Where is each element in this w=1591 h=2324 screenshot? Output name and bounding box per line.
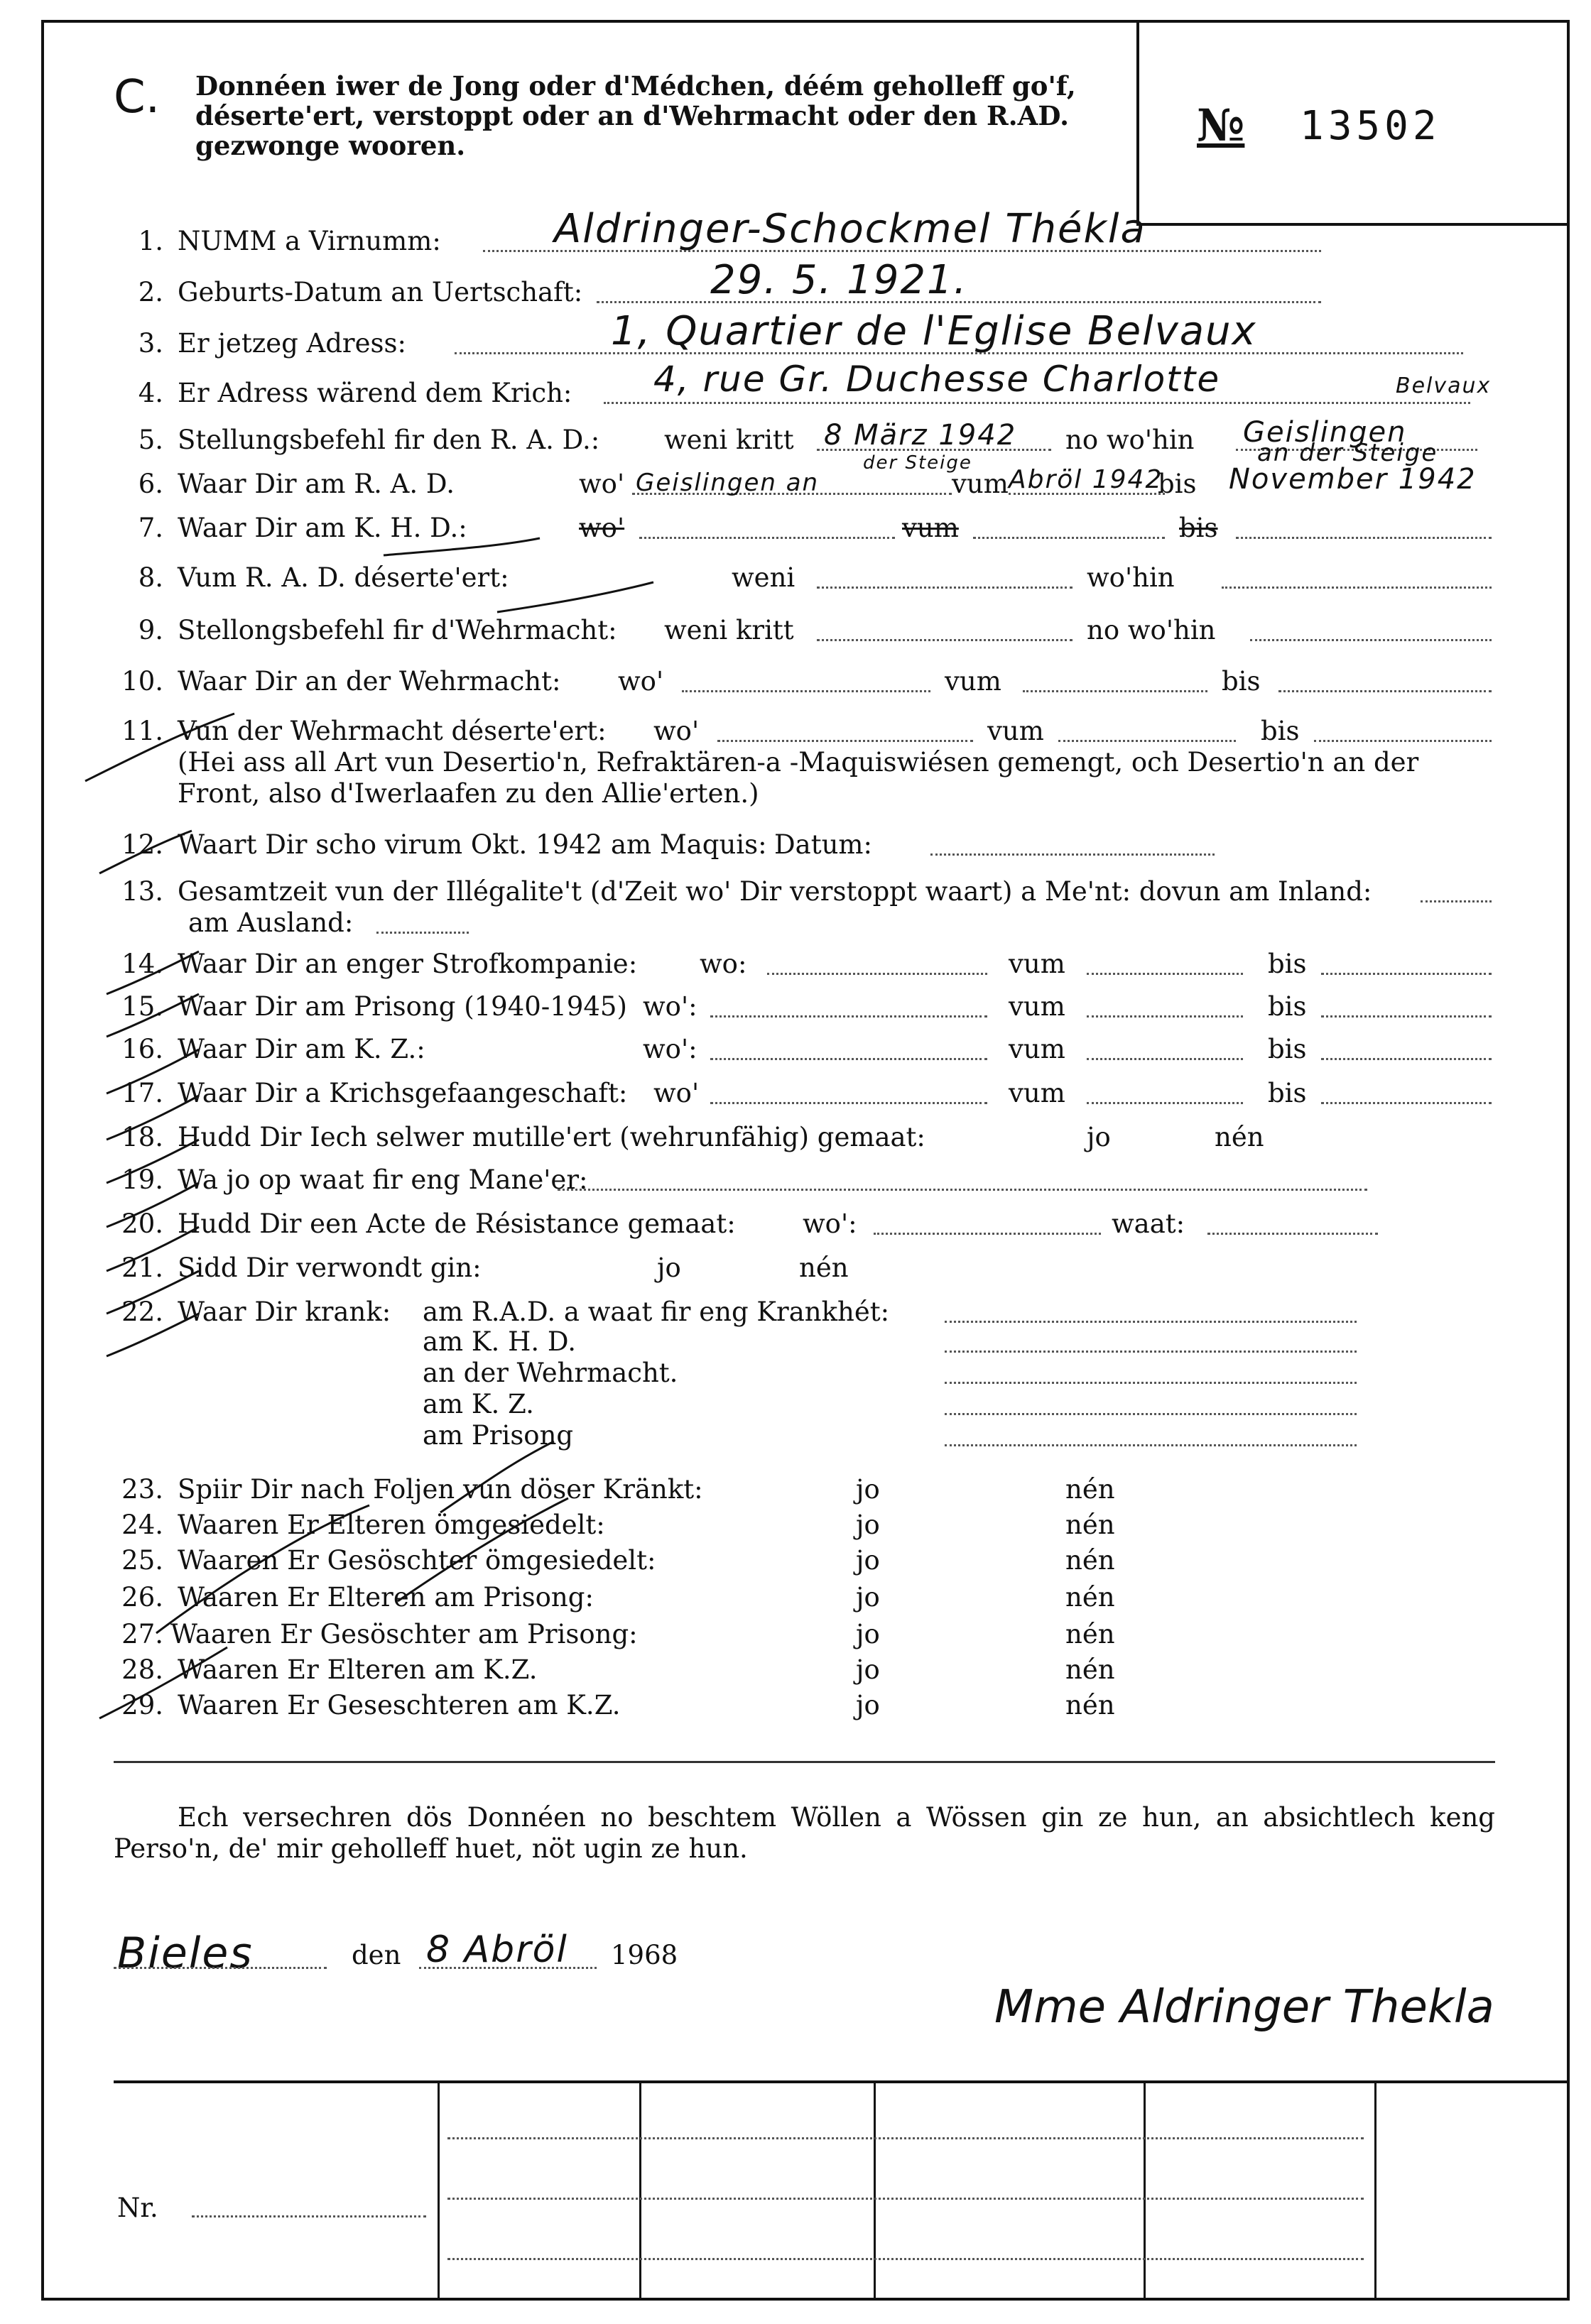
illness-sub-kz: am K. Z. [423,1389,534,1419]
item-number: 15. [121,991,163,1022]
strike-mark [99,831,192,873]
item-sublabel: vum [1009,949,1065,979]
item-label: Waaren Er Elteren am K.Z. [178,1654,538,1685]
item-sublabel: weni kritt [664,615,794,645]
item-number: 29. [121,1690,163,1720]
item-label: Waaren Er Elteren am Prisong: [178,1582,594,1613]
strike-mark [398,1498,568,1601]
item-sublabel: bis [1268,949,1307,979]
item-label: Waart Dir scho virum Okt. 1942 am Maquis: [178,829,767,860]
item-number: 16. [121,1034,163,1064]
no-option[interactable]: nén [1065,1582,1115,1613]
item-number: 7. [138,513,163,543]
item-label: Waar Dir am K. H. D.: [178,513,467,543]
item-number: 28. [121,1654,163,1685]
handwritten-war-address-town: Belvaux [1396,373,1492,398]
handwritten-rad-order-date: 8 März 1942 [824,419,1017,452]
no-option[interactable]: nén [1065,1545,1115,1576]
item-label: Geburts-Datum an Uertschaft: [178,277,583,307]
item-sublabel: wo' [579,513,625,543]
strike-mark [85,714,234,781]
strike-mark [107,1314,199,1356]
item-sublabel: waat: [1112,1209,1185,1239]
item-sublabel: wo': [643,991,697,1022]
item-number: 27. [121,1619,163,1649]
item-label: NUMM a Virnumm: [178,226,441,256]
item-number: 5. [138,425,163,455]
item-number: 8. [138,562,163,593]
strike-mark [107,1227,199,1271]
item-number: 13. [121,876,163,907]
item-label: Waar Dir am R. A. D. [178,469,455,499]
item-sublabel: Datum: [774,829,872,860]
item-label: Waaren Er Elteren ömgesiedelt: [178,1510,605,1540]
strike-mark [107,951,199,994]
yes-option[interactable]: jo [856,1582,880,1613]
strike-mark [156,1505,369,1633]
item-label: Er jetzeg Adress: [178,328,406,359]
item-number: 23. [121,1474,163,1505]
handwritten-rad-place-sup: der Steige [863,452,972,474]
handwritten-name: Aldringer-Schockmel Thékla [554,206,1146,252]
item-sublabel: vum [952,469,1009,499]
no-option[interactable]: nén [799,1253,849,1283]
strike-mark [107,1096,199,1140]
yes-option[interactable]: jo [856,1690,880,1720]
item-number: 10. [121,666,163,697]
item-number: 20. [121,1209,163,1239]
yes-option[interactable]: jo [856,1654,880,1685]
item-number: 21. [121,1253,163,1283]
item-label: Vum R. A. D. déserte'ert: [178,562,509,593]
item-number: 6. [138,469,163,499]
yes-option[interactable]: jo [856,1474,880,1505]
item-label: Waar Dir krank: [178,1297,391,1327]
item-sublabel: bis [1268,1078,1307,1108]
item-label: Sidd Dir verwondt gin: [178,1253,482,1283]
item-sublabel: no wo'hin [1065,425,1195,455]
illness-sub-khd: am K. H. D. [423,1326,576,1357]
date-label: den [352,1940,401,1970]
handwritten-date: 8 Abröl [426,1929,568,1971]
item-number: 25. [121,1545,163,1576]
no-option[interactable]: nén [1215,1122,1264,1152]
strike-mark [384,538,540,555]
item-sublabel: bis [1268,991,1307,1022]
strike-mark [107,1183,199,1227]
item-sublabel: wo' [579,469,625,499]
item-sublabel: vum [987,716,1044,746]
item-number: 2. [138,277,163,307]
item-label: Waar Dir an der Wehrmacht: [178,666,561,697]
item-sublabel: weni kritt [664,425,794,455]
illness-sub-prisong: am Prisong [423,1420,574,1451]
item-label: Waar Dir am Prisong (1940-1945) [178,991,627,1022]
item-number: 3. [138,328,163,359]
no-option[interactable]: nén [1065,1619,1115,1649]
item-sublabel: wo: [700,949,747,979]
item-number: 18. [121,1122,163,1152]
item-label: Vun der Wehrmacht déserte'ert: [178,716,607,746]
date-year: 1968 [611,1940,678,1970]
item-sublabel: bis [1222,666,1261,697]
item-sublabel: vum [902,513,959,543]
item-number: 22. [121,1297,163,1327]
declaration-text: Ech versechren dös Donnéen no beschtem Wöllen a Wössen gin ze hun, an absichtlech keng Perso'n, de' mir geholleff huet, nöt ugin ze hun. [114,1802,1495,1864]
item-sublabel: bis [1158,469,1197,499]
item-label: Stellongsbefehl fir d'Wehrmacht: [178,615,617,645]
item-sublabel: wo' [618,666,664,697]
item-sublabel: vum [945,666,1001,697]
item-sublabel: wo' [653,716,700,746]
item-number: 17. [121,1078,163,1108]
no-option[interactable]: nén [1065,1690,1115,1720]
item-number: 19. [121,1164,163,1195]
item-sublabel: bis [1261,716,1300,746]
item-number: 14. [121,949,163,979]
registry-nr-label: Nr. [117,2193,158,2223]
strike-mark [107,1271,199,1314]
item-sublabel: vum [1009,991,1065,1022]
strike-mark [107,1049,199,1093]
handwritten-rad-to: November 1942 [1229,463,1477,496]
yes-option[interactable]: jo [657,1253,681,1283]
yes-option[interactable]: jo [856,1545,880,1576]
item-label: Waar Dir an enger Strofkompanie: [178,949,638,979]
handwritten-place: Bieles [117,1929,254,1978]
item-number: 1. [138,226,163,256]
item-number: 11. [121,716,163,746]
item-sublabel: vum [1009,1078,1065,1108]
item-label: Waar Dir a Krichsgefaangeschaft: [178,1078,628,1108]
form-title: Donnéen iwer de Jong oder d'Médchen, déém geholleff go'f, déserte'ert, verstoppt oder an d'Wehrmacht oder den R.AD. gezwonge wooren. [195,70,1076,161]
item-label: Spiir Dir nach Foljen vun döser Kränkt: [178,1474,703,1505]
item-number: 12. [121,829,163,860]
strike-mark [497,582,653,612]
item-label: Waaren Er Gesöschter ömgesiedelt: [178,1545,656,1576]
item-number: 24. [121,1510,163,1540]
item-sublabel: bis [1179,513,1218,543]
item-number: 9. [138,615,163,645]
no-option[interactable]: nén [1065,1474,1115,1505]
strike-mark [107,994,199,1037]
item-label: Waar Dir am K. Z.: [178,1034,425,1064]
yes-option[interactable]: jo [856,1619,880,1649]
section-letter: C. [114,71,161,124]
item-number: 26. [121,1582,163,1613]
handwritten-rad-from: Abröl 1942 [1009,465,1163,494]
no-option[interactable]: nén [1065,1510,1115,1540]
form-number: 13502 [1300,103,1441,149]
handwritten-war-address: 4, rue Gr. Duchesse Charlotte [653,359,1221,400]
item-label: Waaren Er Gesöschter am Prisong: [170,1619,638,1649]
illness-sub-wehrmacht: an der Wehrmacht. [423,1358,678,1388]
no-option[interactable]: nén [1065,1654,1115,1685]
item-sublabel: bis [1268,1034,1307,1064]
item-label: Stellungsbefehl fir den R. A. D.: [178,425,600,455]
item-sublabel: wo'hin [1087,562,1175,593]
item-note: (Hei ass all Art vun Desertio'n, Refraktären-a -Maquiswiésen gemengt, och Desertio'n an der Front, also d'Iwerlaafen zu den Allie'erten.) [178,747,1419,809]
handwritten-rad-place: Geislingen an [636,469,820,497]
handwritten-rad-to-sup: an der Steige [1257,439,1438,467]
strike-mark [107,1140,199,1183]
handwritten-birthdate: 29. 5. 1921. [710,257,968,303]
item-sublabel: vum [1009,1034,1065,1064]
handwritten-rad-destination: Geislingen [1243,416,1407,449]
item-sublabel: no wo'hin [1087,615,1216,645]
number-sign: № [1197,99,1245,151]
handwritten-signature: Mme Aldringer Thekla [994,1981,1494,2034]
yes-option[interactable]: jo [1087,1122,1111,1152]
item-sublabel: am Ausland: [188,907,354,938]
item-label: Gesamtzeit vun der Illégalite't (d'Zeit wo' Dir verstoppt waart) a Me'nt: dovun am Inland: [178,876,1372,907]
item-label: Wa jo op waat fir eng Mane'er: [178,1164,588,1195]
strike-mark [99,1647,227,1718]
item-label: Er Adress wärend dem Krich: [178,378,572,408]
yes-option[interactable]: jo [856,1510,880,1540]
item-sublabel: wo': [803,1209,857,1239]
handwritten-address: 1, Quartier de l'Eglise Belvaux [611,308,1257,354]
item-number: 4. [138,378,163,408]
item-sublabel: weni [732,562,796,593]
item-sublabel: wo': [643,1034,697,1064]
item-label: Waaren Er Geseschteren am K.Z. [178,1690,621,1720]
strike-mark [440,1441,554,1512]
item-sublabel: am R.A.D. a waat fir eng Krankhét: [423,1297,890,1327]
item-sublabel: wo' [653,1078,700,1108]
item-label: Hudd Dir een Acte de Résistance gemaat: [178,1209,736,1239]
item-label: Hudd Dir Iech selwer mutille'ert (wehrunfähig) gemaat: [178,1122,925,1152]
